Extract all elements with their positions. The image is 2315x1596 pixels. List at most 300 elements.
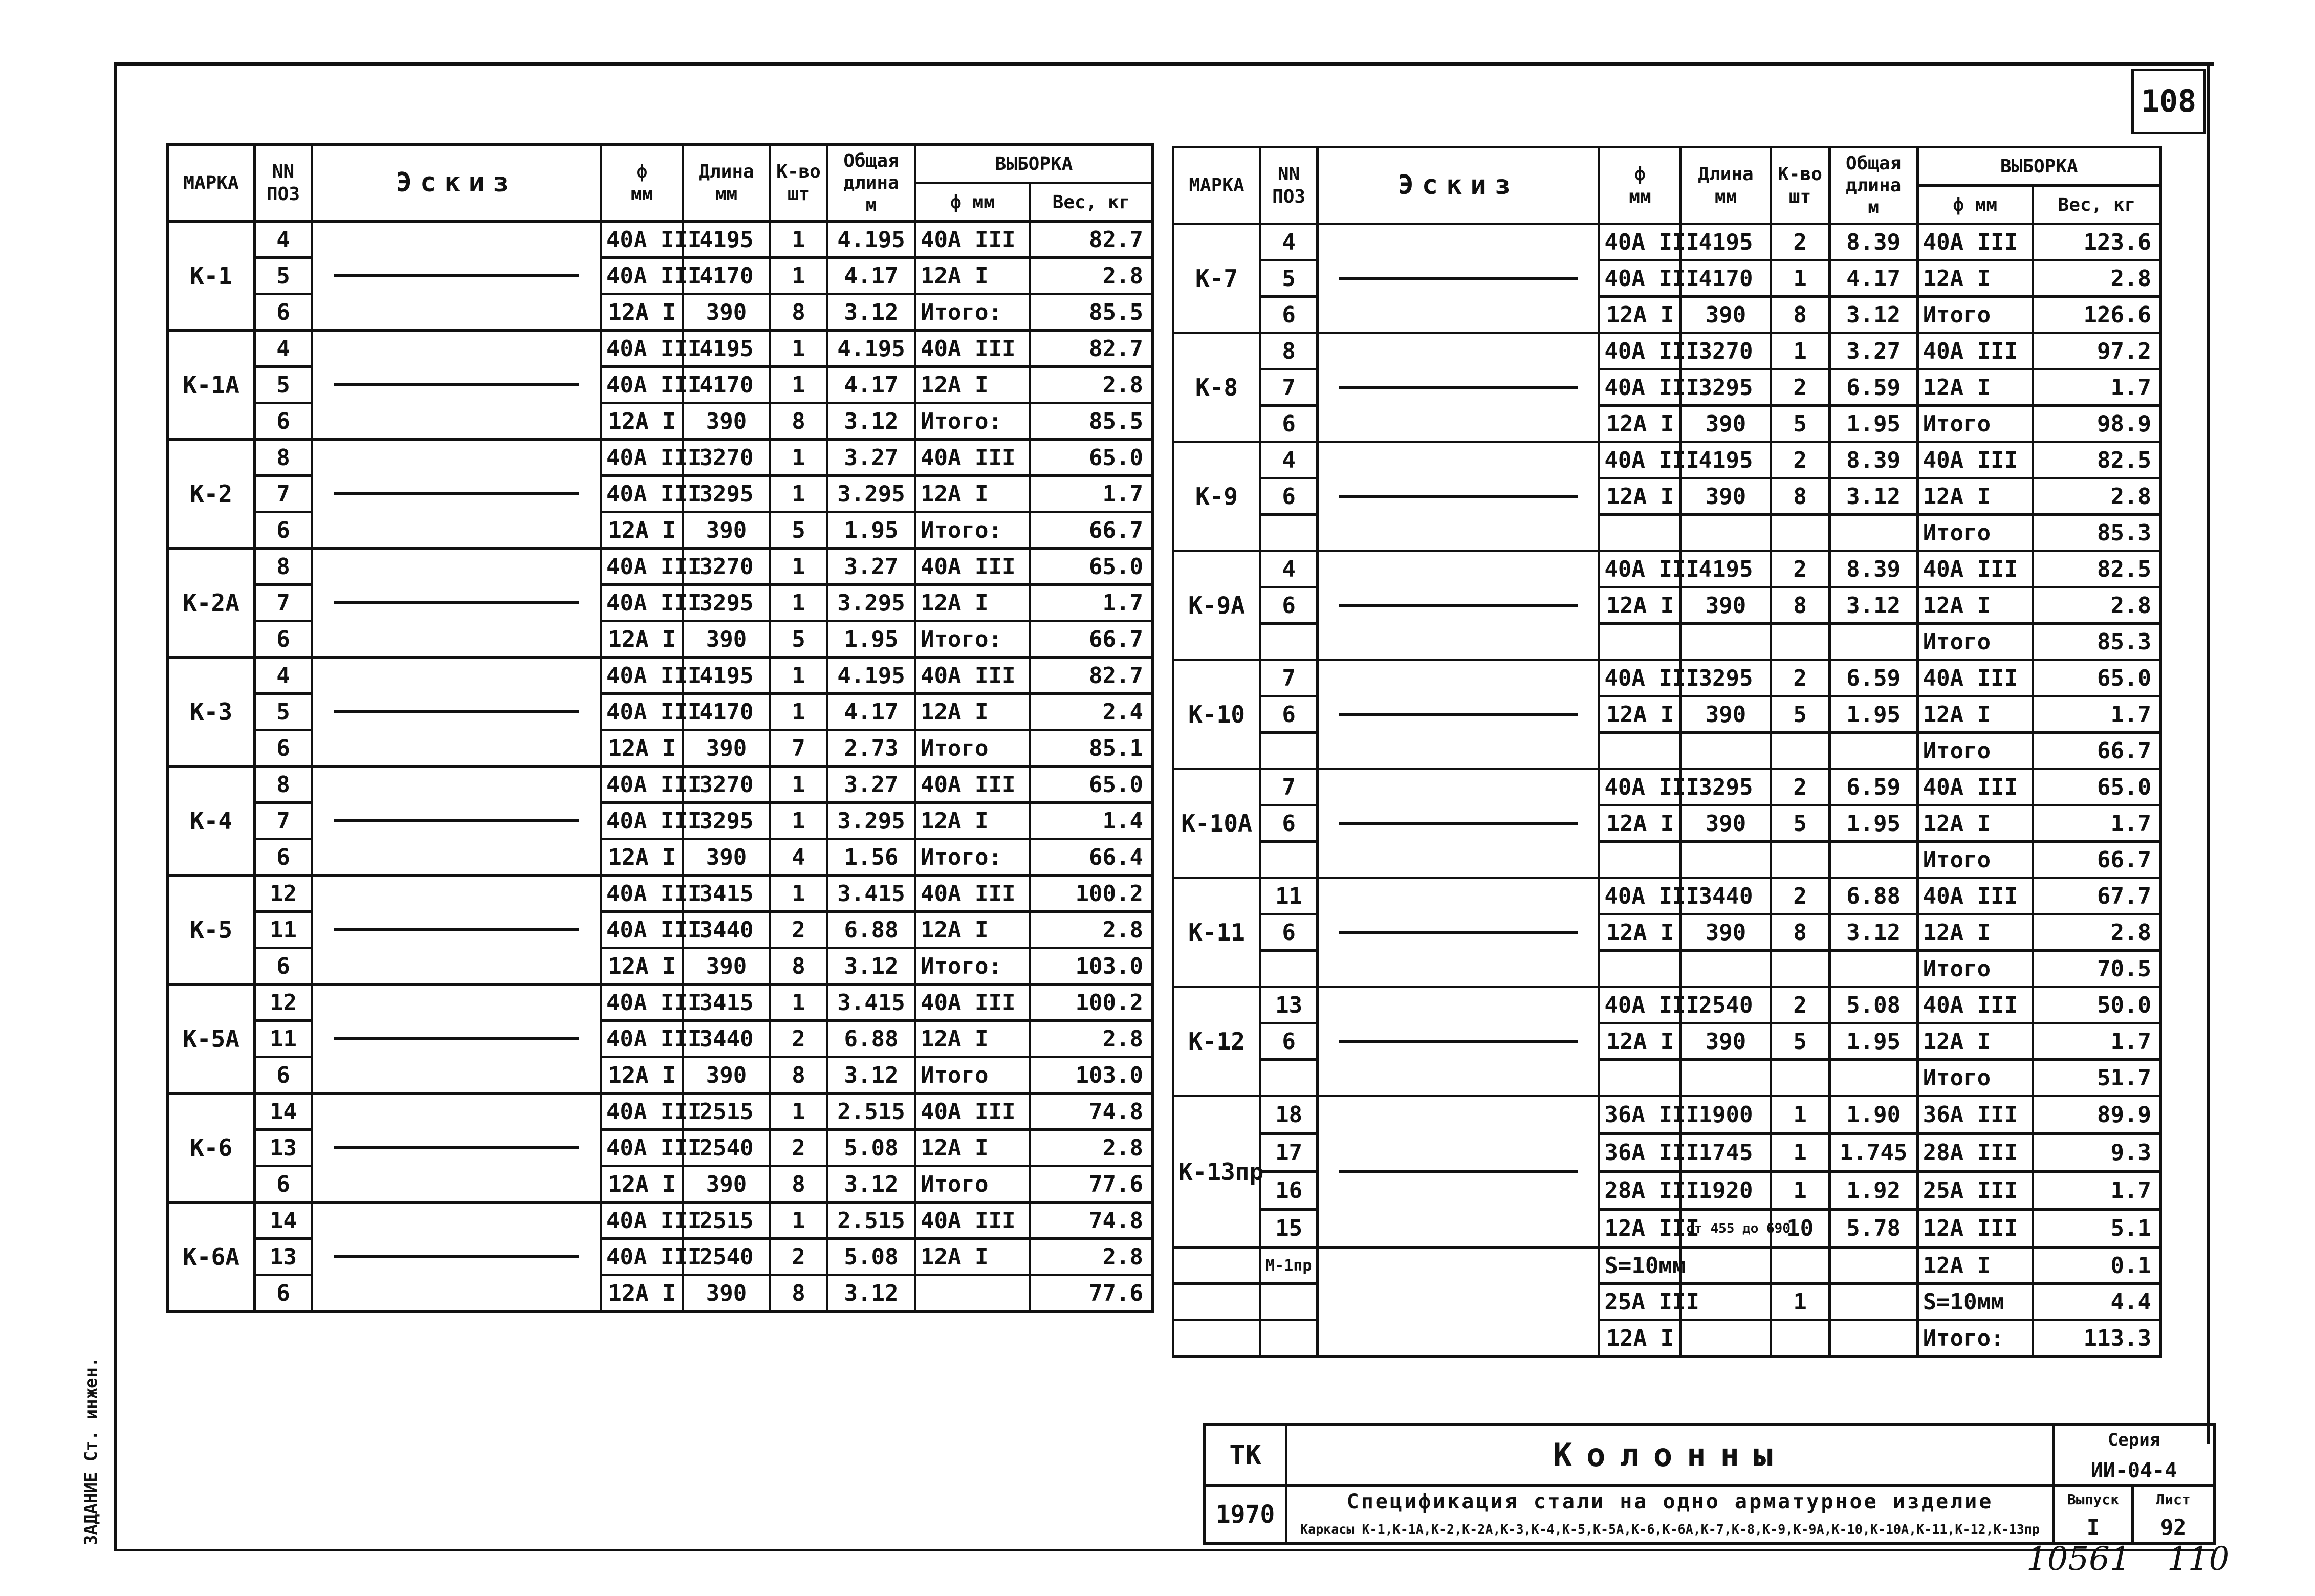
len-cell: 390	[683, 512, 770, 549]
pos-cell: 11	[255, 912, 312, 948]
qty-cell: 1	[1771, 1134, 1829, 1172]
m-mark-cell: М-1пр	[1260, 1248, 1318, 1284]
total-cell	[1829, 733, 1917, 769]
dia-cell: 12А I	[601, 1275, 683, 1311]
dia-cell	[1599, 1060, 1681, 1096]
sel-wt-cell: 1.4	[1030, 803, 1153, 839]
len-cell: 4195	[683, 331, 770, 367]
qty-cell	[1771, 951, 1829, 987]
qty-cell: 10	[1771, 1210, 1829, 1248]
rebar-sketch-line	[1339, 1170, 1578, 1173]
sel-wt-cell: 2.8	[1030, 912, 1153, 948]
header-dia-1: ф	[636, 161, 648, 183]
sel-wt-cell: 82.7	[1030, 222, 1153, 258]
sel-wt-cell: 85.3	[2033, 515, 2160, 551]
sel-dia-cell: 12А I	[1917, 696, 2033, 733]
header-dia-2: мм	[630, 183, 653, 205]
qty-cell: 8	[770, 948, 827, 985]
dia-cell: 40А III	[601, 1094, 683, 1130]
rebar-sketch-line	[1339, 931, 1578, 934]
sel-wt-cell: 1.7	[2033, 1172, 2160, 1210]
len-cell: 3415	[683, 985, 770, 1021]
len-cell	[1681, 1320, 1771, 1357]
pos-cell: 8	[255, 440, 312, 476]
len-cell: 3270	[683, 440, 770, 476]
sel-wt-cell: 1.7	[1030, 476, 1153, 512]
qty-cell: 5	[1771, 805, 1829, 842]
pos-cell: 6	[1260, 297, 1318, 333]
sel-wt-cell: 85.1	[1030, 730, 1153, 767]
pos-cell: 7	[255, 476, 312, 512]
sel-dia-cell: 40А III	[1917, 333, 2033, 369]
qty-cell	[1771, 1248, 1829, 1284]
pos-cell	[1260, 1060, 1318, 1096]
mark-cell: К-2А	[168, 549, 255, 658]
sel-dia-cell: 12А I	[1917, 369, 2033, 406]
sel-dia-cell: 40А III	[915, 331, 1030, 367]
sketch-cell	[1318, 551, 1599, 660]
sel-dia-cell: 12А I	[915, 476, 1030, 512]
mark-cell: К-6	[168, 1094, 255, 1203]
len-cell: 3295	[1681, 369, 1771, 406]
len-cell: 2515	[683, 1094, 770, 1130]
sel-dia-cell: 40А III	[915, 876, 1030, 912]
sel-dia-cell: 40А III	[1917, 878, 2033, 914]
sel-wt-cell: 1.7	[2033, 696, 2160, 733]
total-cell: 3.12	[827, 1275, 915, 1311]
len-cell	[1681, 515, 1771, 551]
header-selection: ВЫБОРКА	[915, 145, 1153, 183]
dia-cell: 12А I	[601, 839, 683, 876]
total-cell: 3.27	[1829, 333, 1917, 369]
tbody-left	[168, 222, 1153, 1311]
dia-cell: 40А III	[601, 258, 683, 294]
total-cell: 3.12	[1829, 587, 1917, 624]
sel-wt-cell: 65.0	[2033, 769, 2160, 805]
sel-wt-cell: 1.7	[2033, 1023, 2160, 1060]
sel-dia-cell: 12А I	[1917, 1248, 2033, 1284]
qty-cell: 1	[770, 476, 827, 512]
header-sketch: Эскиз	[1318, 147, 1599, 224]
len-cell: 390	[1681, 478, 1771, 515]
sel-wt-cell: 82.5	[2033, 551, 2160, 587]
sel-wt-cell: 2.8	[2033, 914, 2160, 951]
dia-cell: 40А III	[601, 1239, 683, 1275]
dia-cell: 40А III	[601, 694, 683, 730]
spec-table-right	[1172, 146, 2162, 1358]
mark-cell: К-13пр	[1173, 1096, 1260, 1248]
sel-wt-cell: 65.0	[2033, 660, 2160, 696]
table-row	[168, 440, 1153, 476]
sel-wt-cell: 9.3	[2033, 1134, 2160, 1172]
rebar-sketch-line	[1339, 495, 1578, 498]
sel-dia-cell: Итого:	[915, 512, 1030, 549]
total-cell	[1829, 951, 1917, 987]
total-cell	[1829, 1284, 1917, 1320]
sel-wt-cell: 2.8	[2033, 587, 2160, 624]
sketch-cell	[1318, 333, 1599, 442]
header-len	[683, 145, 770, 222]
qty-cell: 7	[770, 730, 827, 767]
qty-cell: 2	[1771, 769, 1829, 805]
pos-cell: 12	[255, 985, 312, 1021]
mark-cell: К-3	[168, 658, 255, 767]
pos-cell: 6	[255, 294, 312, 331]
mark-cell	[1173, 1320, 1260, 1357]
rebar-sketch-line	[334, 1146, 579, 1149]
total-cell: 3.12	[827, 294, 915, 331]
sketch-cell	[312, 331, 601, 440]
total-cell: 1.95	[827, 512, 915, 549]
sketch-cell	[1318, 878, 1599, 987]
sel-wt-cell: 85.3	[2033, 624, 2160, 660]
total-cell: 4.17	[827, 694, 915, 730]
dia-cell: 40А III	[601, 222, 683, 258]
mark-cell	[1173, 1248, 1260, 1284]
dia-cell: 40А III	[1599, 660, 1681, 696]
qty-cell: 2	[770, 912, 827, 948]
rebar-sketch-line	[334, 274, 579, 277]
pos-cell: 6	[1260, 406, 1318, 442]
pos-cell: 5	[255, 367, 312, 403]
total-cell: 4.17	[827, 258, 915, 294]
rebar-sketch-line	[334, 1255, 579, 1258]
table-row	[168, 222, 1153, 258]
len-cell: 4170	[683, 258, 770, 294]
sel-dia-cell: 12А I	[915, 1239, 1030, 1275]
sel-dia-cell: 12А I	[1917, 1023, 2033, 1060]
qty-cell: 2	[1771, 369, 1829, 406]
total-cell: 1.92	[1829, 1172, 1917, 1210]
len-cell: 3295	[1681, 769, 1771, 805]
len-cell: 2540	[683, 1239, 770, 1275]
dia-cell: 40А III	[1599, 333, 1681, 369]
pos-cell	[1260, 624, 1318, 660]
header-len-2: мм	[715, 183, 738, 205]
sel-dia-cell: 40А III	[915, 985, 1030, 1021]
total-cell: 4.17	[827, 367, 915, 403]
qty-cell: 8	[1771, 297, 1829, 333]
mark-cell: К-2	[168, 440, 255, 549]
total-cell: 4.195	[827, 331, 915, 367]
total-cell: 1.95	[1829, 406, 1917, 442]
header-total-2: длина	[843, 172, 899, 193]
rebar-sketch-line	[334, 492, 579, 495]
sel-wt-cell: 100.2	[1030, 985, 1153, 1021]
pos-cell: 13	[255, 1239, 312, 1275]
frame-right-edge	[2207, 62, 2210, 1444]
len-cell: 3415	[683, 876, 770, 912]
total-cell: 3.12	[1829, 914, 1917, 951]
sel-wt-cell: 65.0	[1030, 440, 1153, 476]
mark-cell: К-6А	[168, 1203, 255, 1311]
mark-cell: К-10	[1173, 660, 1260, 769]
table-row	[1173, 1248, 2161, 1284]
table-row	[1173, 878, 2161, 914]
sel-wt-cell: 4.4	[2033, 1284, 2160, 1320]
len-cell: 390	[683, 621, 770, 658]
sel-wt-cell: 2.8	[1030, 1021, 1153, 1057]
total-cell: 3.415	[827, 876, 915, 912]
len-cell: 3270	[683, 767, 770, 803]
side-stamp-text: ЗАДАНИЕ Ст. инжен.	[81, 1357, 101, 1545]
len-cell: 3440	[683, 1021, 770, 1057]
dia-cell: 40А III	[601, 912, 683, 948]
dia-cell: 40А III	[601, 658, 683, 694]
sel-dia-cell: 40А III	[1917, 224, 2033, 260]
dia-cell: 40А III	[1599, 442, 1681, 478]
qty-cell: 1	[770, 331, 827, 367]
dia-cell: 12А I	[601, 730, 683, 767]
dia-cell: 40А III	[1599, 369, 1681, 406]
sel-dia-cell: 40А III	[915, 549, 1030, 585]
sel-dia-cell: 12А I	[915, 694, 1030, 730]
len-cell: 4170	[683, 694, 770, 730]
mark-cell: К-7	[1173, 224, 1260, 333]
sel-dia-cell: 12А I	[1917, 478, 2033, 515]
spec-table-left	[166, 143, 1154, 1313]
sel-dia-cell: 12А I	[915, 1021, 1030, 1057]
sel-dia-cell: 12А I	[1917, 260, 2033, 297]
header-qty-2: шт	[787, 183, 810, 205]
qty-cell: 1	[770, 985, 827, 1021]
sel-wt-cell: 1.7	[2033, 369, 2160, 406]
handwritten-number-right: 110	[2167, 1540, 2230, 1578]
header-dia-1: ф	[1634, 164, 1646, 185]
header-total-2: длина	[1845, 174, 1902, 196]
table-row	[1173, 442, 2161, 478]
header-qty-1: К-во	[1778, 164, 1822, 185]
sel-wt-cell: 113.3	[2033, 1320, 2160, 1357]
dia-cell: 40А III	[601, 367, 683, 403]
header-mark: МАРКА	[168, 145, 255, 222]
header-sel-dia: ф мм	[1917, 186, 2033, 224]
len-cell: 3295	[683, 585, 770, 621]
sel-wt-cell: 74.8	[1030, 1094, 1153, 1130]
sketch-cell	[1318, 769, 1599, 878]
len-cell	[1681, 624, 1771, 660]
pos-cell: 15	[1260, 1210, 1318, 1248]
pos-cell: 6	[1260, 696, 1318, 733]
total-cell: 2.73	[827, 730, 915, 767]
len-cell: 390	[683, 403, 770, 440]
len-cell: 3440	[1681, 878, 1771, 914]
pos-cell: 11	[255, 1021, 312, 1057]
sel-wt-cell: 103.0	[1030, 1057, 1153, 1094]
sel-wt-cell: 70.5	[2033, 951, 2160, 987]
sel-wt-cell: 66.4	[1030, 839, 1153, 876]
len-cell: 390	[683, 1166, 770, 1203]
sel-wt-cell: 2.8	[2033, 260, 2160, 297]
qty-cell: 8	[1771, 914, 1829, 951]
len-cell: 4195	[683, 658, 770, 694]
header-dia-2: мм	[1629, 186, 1651, 207]
total-cell: 4.17	[1829, 260, 1917, 297]
sel-wt-cell: 67.7	[2033, 878, 2160, 914]
qty-cell: 1	[1771, 1096, 1829, 1134]
qty-cell: 5	[770, 512, 827, 549]
sel-dia-cell: Итого:	[915, 948, 1030, 985]
len-cell	[1681, 733, 1771, 769]
header-pos-1: NN	[1277, 164, 1300, 185]
stamp-subtitle2: Каркасы К-1,К-1А,К-2,К-2А,К-3,К-4,К-5,К-5А,К-6,К-6А,К-7,К-8,К-9,К-9А,К-10,К-10А,К-11,К-12,К-13пр	[1287, 1517, 2055, 1542]
total-cell: 4.195	[827, 658, 915, 694]
dia-cell: 12А I	[1599, 297, 1681, 333]
table-row	[1173, 987, 2161, 1023]
mark-cell: К-8	[1173, 333, 1260, 442]
sel-wt-cell: 5.1	[2033, 1210, 2160, 1248]
len-range: от 455 до 690	[1686, 1220, 1790, 1236]
qty-cell: 5	[1771, 696, 1829, 733]
total-cell: 1.745	[1829, 1134, 1917, 1172]
sel-dia-cell: Итого	[1917, 624, 2033, 660]
header-total	[827, 145, 915, 222]
len-cell: 4195	[1681, 224, 1771, 260]
pos-cell: 6	[255, 1166, 312, 1203]
qty-cell: 2	[770, 1239, 827, 1275]
len-cell	[1681, 1248, 1771, 1284]
rebar-sketch-line	[334, 601, 579, 604]
len-cell: 3440	[683, 912, 770, 948]
total-cell: 3.27	[827, 440, 915, 476]
pos-cell: 7	[1260, 769, 1318, 805]
len-cell: 390	[1681, 696, 1771, 733]
total-cell: 1.95	[827, 621, 915, 658]
sketch-cell	[312, 440, 601, 549]
sel-dia-cell: Итого:	[1917, 1320, 2033, 1357]
rebar-sketch-line	[1339, 277, 1578, 280]
pos-cell: 6	[1260, 1023, 1318, 1060]
stamp-issue-label: Выпуск	[2055, 1487, 2134, 1513]
pos-cell: 6	[255, 403, 312, 440]
total-cell: 1.95	[1829, 805, 1917, 842]
total-cell: 1.95	[1829, 1023, 1917, 1060]
sketch-cell	[312, 1203, 601, 1311]
sel-wt-cell: 66.7	[2033, 733, 2160, 769]
qty-cell: 1	[770, 803, 827, 839]
sel-wt-cell: 126.6	[2033, 297, 2160, 333]
mark-cell: К-11	[1173, 878, 1260, 987]
len-cell: 3270	[683, 549, 770, 585]
len-cell: 4170	[683, 367, 770, 403]
sel-dia-cell: Итого	[1917, 515, 2033, 551]
total-cell: 3.12	[827, 948, 915, 985]
stamp-series: ИИ-04-4	[2055, 1454, 2213, 1487]
pos-cell: 4	[255, 658, 312, 694]
qty-cell	[1771, 842, 1829, 878]
sel-wt-cell: 66.7	[2033, 842, 2160, 878]
qty-cell: 1	[770, 876, 827, 912]
total-cell: 5.08	[827, 1239, 915, 1275]
qty-cell: 4	[770, 839, 827, 876]
pos-cell: 7	[1260, 660, 1318, 696]
sel-dia-cell: Итого	[1917, 733, 2033, 769]
sel-dia-cell: 25А III	[1917, 1172, 2033, 1210]
dia-cell	[1599, 624, 1681, 660]
sel-wt-cell: 77.6	[1030, 1275, 1153, 1311]
sel-dia-cell: Итого	[1917, 951, 2033, 987]
sel-dia-cell: 12А III	[1917, 1210, 2033, 1248]
table-row	[168, 549, 1153, 585]
sel-wt-cell: 123.6	[2033, 224, 2160, 260]
total-cell: 6.59	[1829, 660, 1917, 696]
pos-cell: 4	[255, 331, 312, 367]
qty-cell: 1	[770, 767, 827, 803]
dia-cell: 12А I	[601, 403, 683, 440]
dia-cell: 36А III	[1599, 1096, 1681, 1134]
dia-cell: 12А I	[1599, 914, 1681, 951]
dia-cell: 12А I	[601, 512, 683, 549]
sel-dia-cell: Итого:	[915, 839, 1030, 876]
sketch-cell	[1318, 1248, 1599, 1357]
dia-cell	[1599, 733, 1681, 769]
pos-cell	[1260, 1320, 1318, 1357]
qty-cell: 1	[1771, 1172, 1829, 1210]
dia-cell: 28А III	[1599, 1172, 1681, 1210]
sel-wt-cell: 2.8	[1030, 258, 1153, 294]
sel-dia-cell: Итого	[915, 730, 1030, 767]
sel-wt-cell: 82.7	[1030, 658, 1153, 694]
sketch-cell	[312, 876, 601, 985]
header-pos-1: NN	[272, 161, 295, 183]
dia-cell: 12А I	[1599, 805, 1681, 842]
sel-wt-cell: 82.7	[1030, 331, 1153, 367]
dia-cell: 12А I	[1599, 478, 1681, 515]
dia-cell: 40А III	[601, 876, 683, 912]
dia-cell: 12А III	[1599, 1210, 1681, 1248]
rebar-sketch-line	[1339, 822, 1578, 825]
qty-cell: 2	[1771, 660, 1829, 696]
qty-cell: 1	[1771, 333, 1829, 369]
qty-cell	[1771, 1060, 1829, 1096]
pos-cell: 4	[1260, 551, 1318, 587]
sel-wt-cell: 77.6	[1030, 1166, 1153, 1203]
sel-wt-cell: 51.7	[2033, 1060, 2160, 1096]
dia-cell: 40А III	[1599, 224, 1681, 260]
sel-dia-cell: 40А III	[915, 767, 1030, 803]
header-qty	[1771, 147, 1829, 224]
dia-cell: 12А I	[601, 621, 683, 658]
qty-cell: 1	[770, 585, 827, 621]
qty-cell	[1771, 624, 1829, 660]
total-cell: 1.56	[827, 839, 915, 876]
len-cell: 390	[683, 1275, 770, 1311]
total-cell: 3.12	[1829, 297, 1917, 333]
sheet-number: 108	[2131, 69, 2206, 134]
dia-cell: 40А III	[1599, 987, 1681, 1023]
total-cell: 2.515	[827, 1094, 915, 1130]
sel-wt-cell: 74.8	[1030, 1203, 1153, 1239]
sketch-cell	[1318, 224, 1599, 333]
pos-cell: 18	[1260, 1096, 1318, 1134]
sel-dia-cell: Итого	[1917, 1060, 2033, 1096]
len-cell: 390	[1681, 1023, 1771, 1060]
total-cell: 5.08	[1829, 987, 1917, 1023]
sketch-cell	[312, 1094, 601, 1203]
len-cell: 2540	[683, 1130, 770, 1166]
pos-cell: 7	[255, 803, 312, 839]
sel-wt-cell: 0.1	[2033, 1248, 2160, 1284]
table-row	[168, 985, 1153, 1021]
header-sketch: Эскиз	[312, 145, 601, 222]
table-row	[168, 1094, 1153, 1130]
pos-cell: 8	[255, 549, 312, 585]
dia-cell: 40А III	[601, 1130, 683, 1166]
sel-wt-cell: 1.7	[2033, 805, 2160, 842]
qty-cell: 2	[770, 1130, 827, 1166]
pos-cell: 11	[1260, 878, 1318, 914]
header-len	[1681, 147, 1771, 224]
